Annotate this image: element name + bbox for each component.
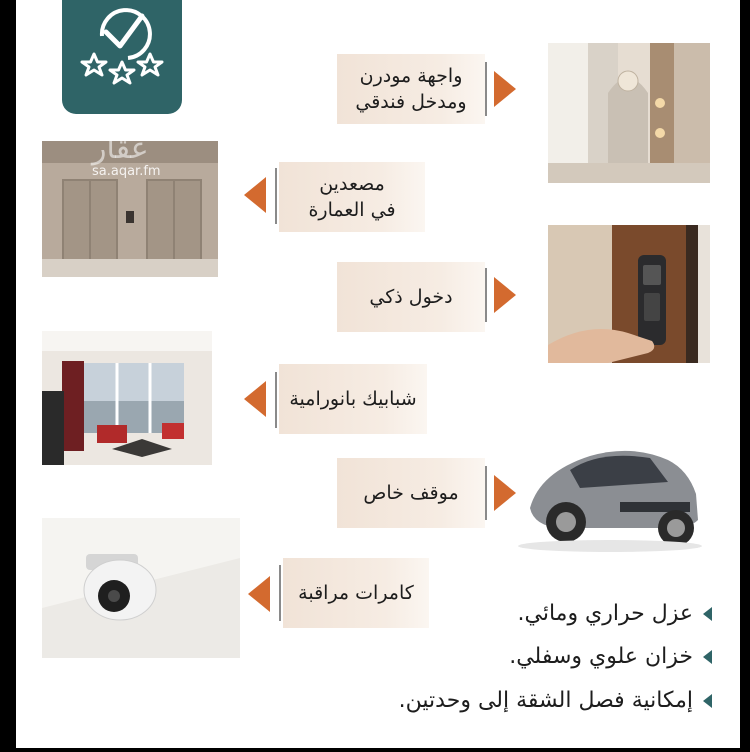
smart-lock-photo: [548, 225, 710, 363]
divider-line: [275, 372, 277, 428]
divider-line: [279, 565, 281, 621]
feature-label-parking: موقف خاص: [337, 458, 485, 528]
car-photo: [500, 410, 710, 556]
right-frame-border: [740, 0, 750, 752]
divider-line: [275, 168, 277, 224]
hotel-lobby-photo: [548, 43, 710, 183]
bottom-frame-border: [0, 748, 750, 752]
arrow-left-icon: [244, 381, 266, 417]
bullet-arrow-icon: [703, 650, 712, 664]
bullet-item: خزان علوي وسفلي.: [509, 644, 712, 669]
feature-label-facade: واجهة مودرن ومدخل فندقي: [337, 54, 485, 124]
feature-label-smart-entry: دخول ذكي: [337, 262, 485, 332]
bullet-arrow-icon: [703, 607, 712, 621]
bullet-arrow-icon: [703, 694, 712, 708]
check-stars-icon: [62, 0, 182, 114]
quality-badge: [62, 0, 182, 114]
bullet-item: إمكانية فصل الشقة إلى وحدتين.: [399, 688, 712, 713]
arrow-left-icon: [248, 576, 270, 612]
arrow-left-icon: [244, 177, 266, 213]
feature-label-cameras: كامرات مراقبة: [283, 558, 429, 628]
feature-label-elevators: مصعدين في العمارة: [279, 162, 425, 232]
aqar-url: sa.aqar.fm: [92, 164, 161, 179]
arrow-right-icon: [494, 71, 516, 107]
left-frame-border: [0, 0, 16, 752]
panoramic-room-photo: [42, 331, 212, 465]
aqar-watermark: [92, 131, 161, 180]
arrow-right-icon: [494, 475, 516, 511]
feature-label-windows: شبابيك بانورامية: [279, 364, 427, 434]
arrow-right-icon: [494, 277, 516, 313]
divider-line: [485, 466, 487, 520]
divider-line: [485, 268, 487, 322]
aqar-logo: عقار: [92, 131, 149, 166]
security-camera-photo: [42, 518, 240, 658]
bullet-item: عزل حراري ومائي.: [518, 601, 713, 626]
divider-line: [485, 62, 487, 116]
